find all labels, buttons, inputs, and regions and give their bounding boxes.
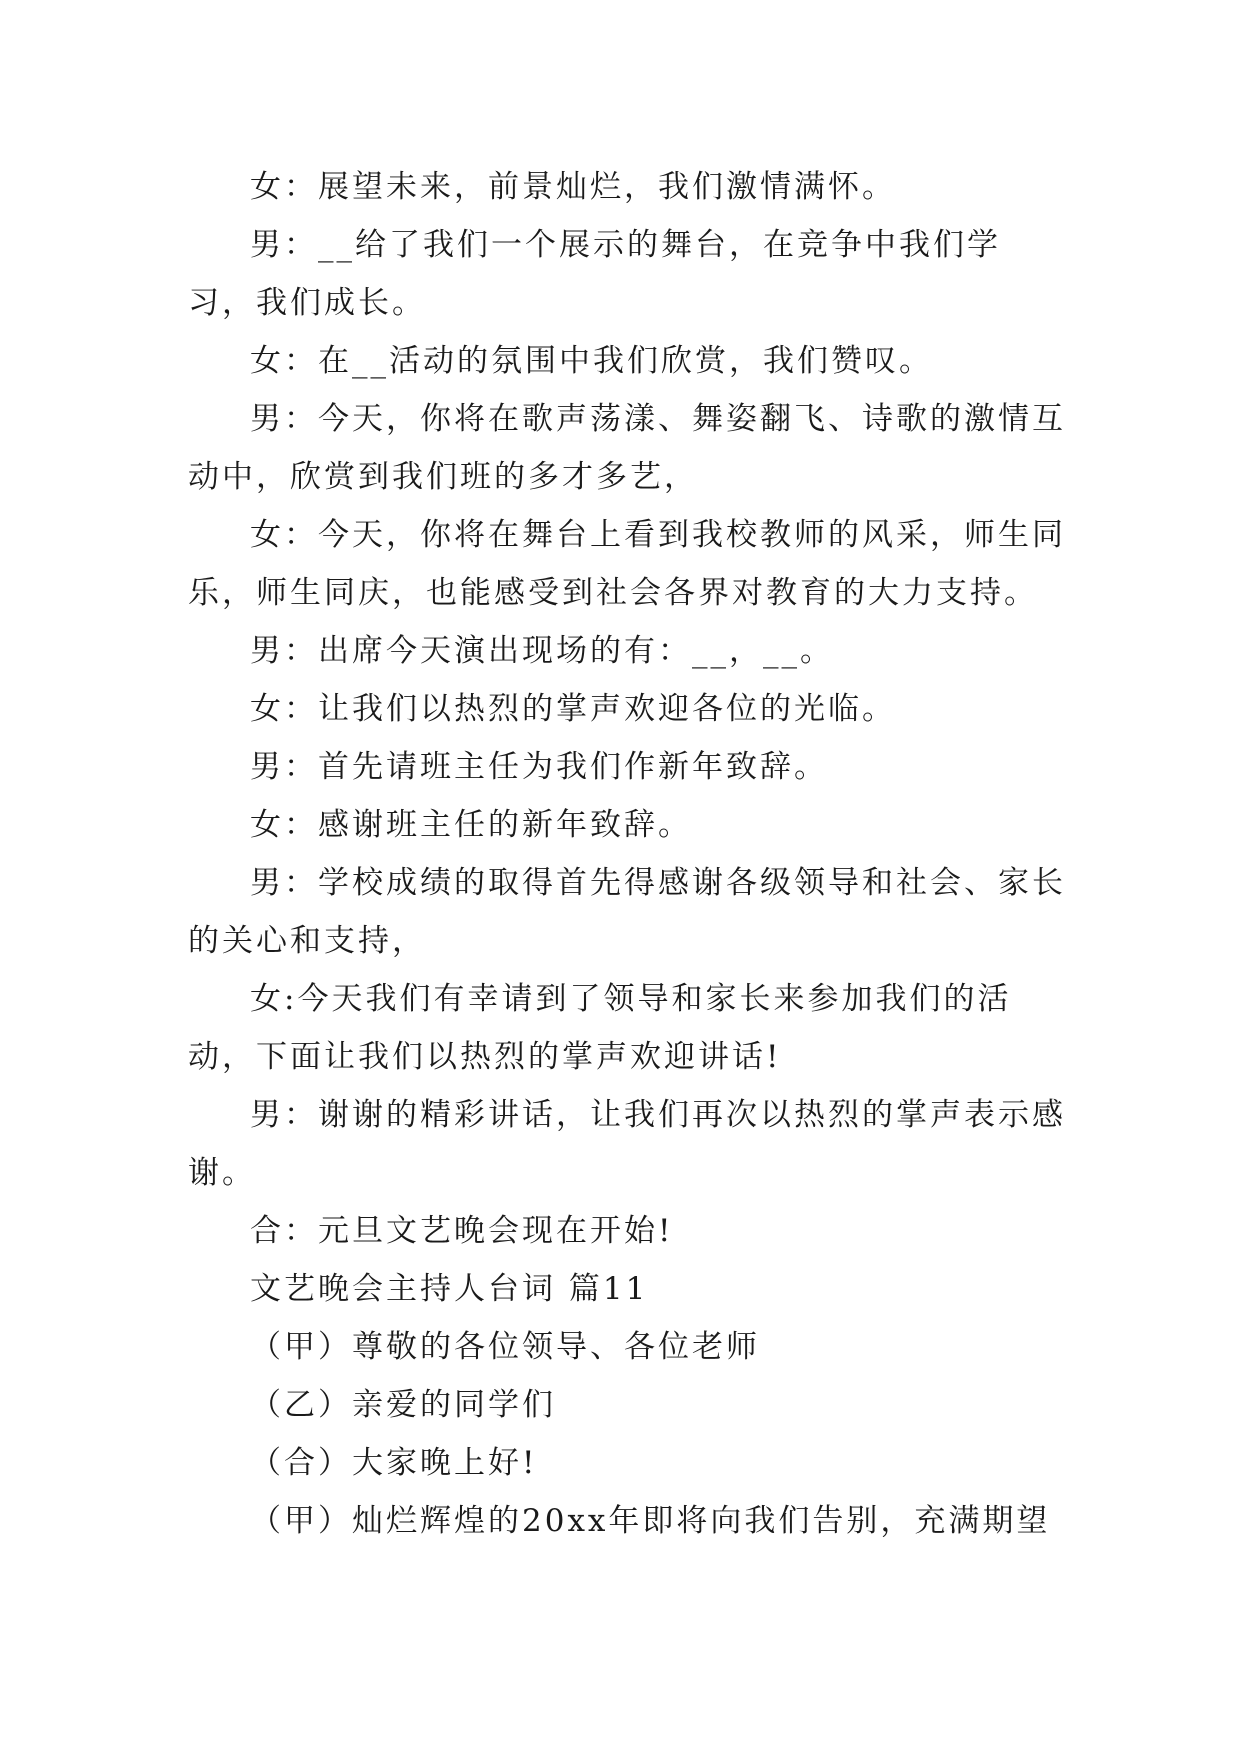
paragraph: 男：首先请班主任为我们作新年致辞。 <box>250 749 828 785</box>
document-body <box>188 158 1068 1550</box>
paragraph: 女：感谢班主任的新年致辞。 <box>250 807 692 843</box>
paragraph: （甲）尊敬的各位领导、各位老师 <box>250 1329 760 1365</box>
paragraph: 女：让我们以热烈的掌声欢迎各位的光临。 <box>250 691 896 727</box>
paragraph: 女：在__活动的氛围中我们欣赏，我们赞叹。 <box>250 343 933 379</box>
paragraph: （合）大家晚上好! <box>250 1445 538 1481</box>
paragraph: （乙）亲爱的同学们 <box>250 1387 556 1423</box>
paragraph: 合：元旦文艺晚会现在开始! <box>250 1213 674 1249</box>
paragraph: 女:今天我们有幸请到了领导和家长来参加我们的活动，下面让我们以热烈的掌声欢迎讲话! <box>188 981 1012 1075</box>
paragraph: 女：今天，你将在舞台上看到我校教师的风采，师生同乐，师生同庆，也能感受到社会各界对教育的大力支持。 <box>188 517 1066 611</box>
paragraph: 男：谢谢的精彩讲话，让我们再次以热烈的掌声表示感谢。 <box>188 1097 1066 1191</box>
paragraph: 女：展望未来，前景灿烂，我们激情满怀。 <box>250 169 896 205</box>
paragraph: 男：学校成绩的取得首先得感谢各级领导和社会、家长的关心和支持， <box>188 865 1066 959</box>
paragraph: 男：__给了我们一个展示的舞台，在竞争中我们学习，我们成长。 <box>188 227 1001 321</box>
paragraph: 男：今天，你将在歌声荡漾、舞姿翻飞、诗歌的激情互动中，欣赏到我们班的多才多艺， <box>188 401 1066 495</box>
paragraph: 男：出席今天演出现场的有：__，__。 <box>250 633 834 669</box>
section-heading: 文艺晚会主持人台词 篇11 <box>250 1271 649 1307</box>
paragraph: （甲）灿烂辉煌的20xx年即将向我们告别，充满期望 <box>250 1503 1051 1539</box>
